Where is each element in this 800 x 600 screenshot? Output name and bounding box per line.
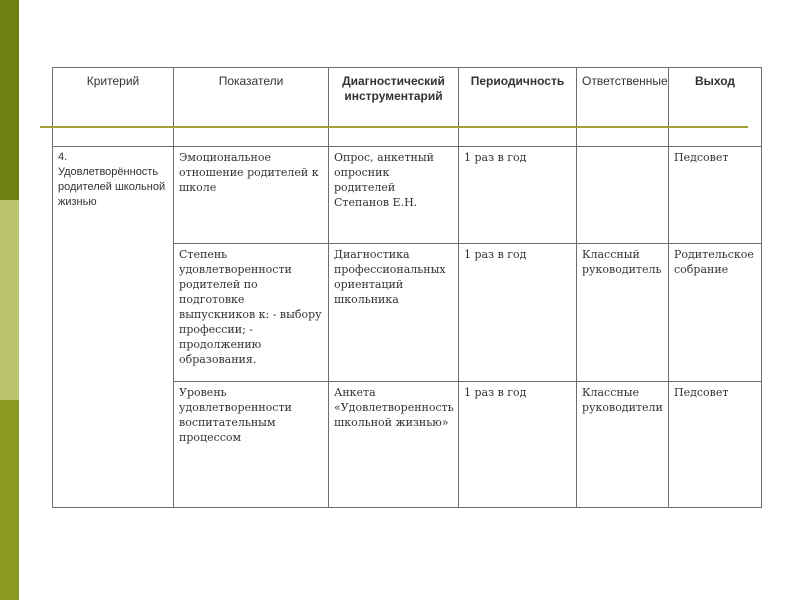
criterion-cell: 4. Удовлетворённость родителей школьной жизнью: [53, 147, 174, 508]
indicator-cell: Степень удовлетворенности родителей по подготовке выпускников к: - выбору профессии; - продолжению образования.: [174, 244, 329, 382]
left-accent-bar: [0, 0, 19, 600]
period-cell: 1 раз в год: [459, 147, 577, 244]
header-criterion: Критерий: [53, 68, 174, 147]
header-tools: Диагностический инструментарий: [329, 68, 459, 147]
accent-segment: [0, 0, 19, 200]
header-output: Выход: [669, 68, 762, 147]
indicator-cell: Уровень удовлетворенности воспитательным процессом: [174, 382, 329, 508]
period-cell: 1 раз в год: [459, 244, 577, 382]
criteria-table: [52, 67, 762, 508]
title-divider-line: [40, 126, 748, 128]
header-responsible: Ответственные: [577, 68, 669, 147]
responsible-cell: [577, 147, 669, 244]
responsible-cell: Классный руководитель: [577, 244, 669, 382]
table-header-row: [53, 68, 762, 147]
tool-cell: Опрос, анкетный опросник родителей Степанов Е.Н.: [329, 147, 459, 244]
accent-segment: [0, 200, 19, 400]
output-cell: Педсовет: [669, 147, 762, 244]
indicator-cell: Эмоциональное отношение родителей к школе: [174, 147, 329, 244]
table-row: [53, 147, 762, 244]
header-indicators: Показатели: [174, 68, 329, 147]
tool-cell: Анкета «Удовлетворенность школьной жизнью»: [329, 382, 459, 508]
period-cell: 1 раз в год: [459, 382, 577, 508]
header-period: Периодичность: [459, 68, 577, 147]
output-cell: Педсовет: [669, 382, 762, 508]
output-cell: Родительское собрание: [669, 244, 762, 382]
accent-segment: [0, 400, 19, 600]
responsible-cell: Классные руководители: [577, 382, 669, 508]
tool-cell: Диагностика профессиональных ориентаций школьника: [329, 244, 459, 382]
